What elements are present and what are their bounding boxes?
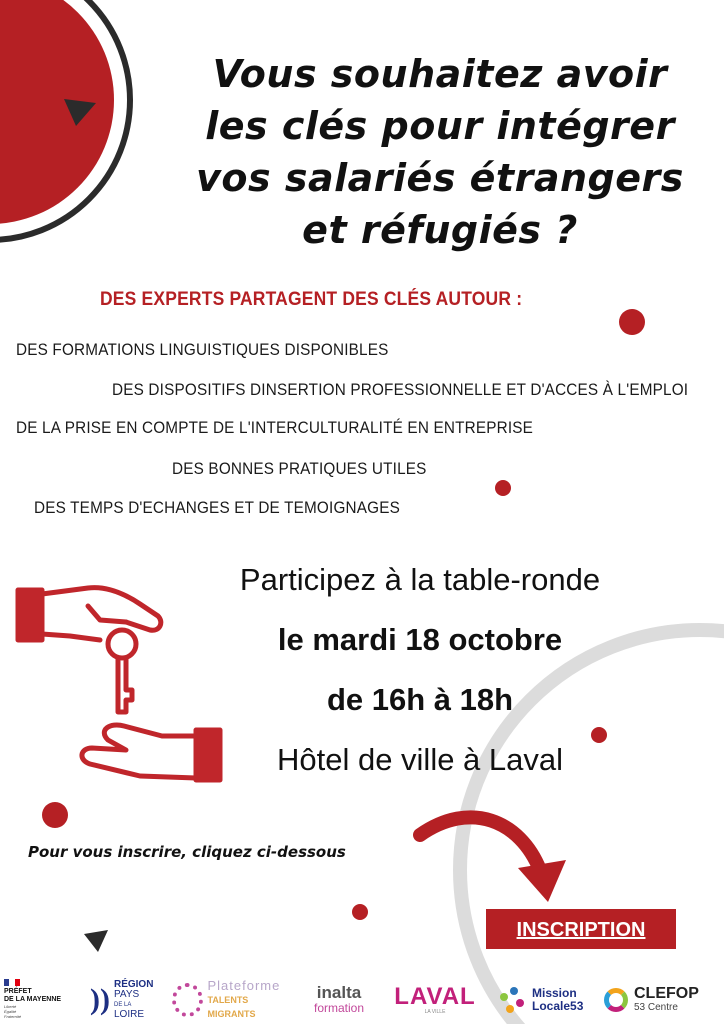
triangle-icon [84, 930, 108, 952]
curved-arrow-icon [420, 817, 566, 902]
french-flag-icon [4, 979, 20, 986]
partner-logos [0, 975, 724, 1024]
experts-subtitle: DES EXPERTS PARTAGENT DES CLÉS AUTOUR : [100, 289, 523, 310]
headline-line: vos salariés étrangers [196, 156, 684, 200]
mission-line: Locale53 [532, 998, 584, 1013]
red-dot [619, 309, 645, 335]
red-dot [591, 727, 607, 743]
inalta-sub: formation [313, 1001, 365, 1015]
event-date: le mardi 18 octobre [277, 622, 563, 657]
logo-prefet-mayenne [4, 975, 64, 1028]
red-dot [42, 802, 68, 828]
plateforme-title: Plateforme [207, 977, 281, 993]
mission-line: Mission [532, 985, 577, 1000]
logo-clefop [604, 975, 720, 1024]
mission-locale-mark-icon [498, 985, 528, 1015]
logo-region-pays-de-la-loire [90, 975, 162, 1024]
topic-item: DE LA PRISE EN COMPTE DE L'INTERCULTURALITÉ EN ENTREPRISE [16, 418, 534, 437]
logo-inalta-formation [296, 975, 382, 1024]
topic-item: DES FORMATIONS LINGUISTIQUES DISPONIBLES [16, 340, 389, 359]
logo-plateforme-talents-migrants [172, 975, 290, 1024]
event-invitation: Participez à la table-ronde [239, 562, 601, 597]
prefet-motto: Égalité [4, 1009, 17, 1014]
region-line: DE LA [113, 1001, 132, 1008]
topic-item: DES DISPOSITIFS DINSERTION PROFESSIONNELLE ET D'ACCES À L'EMPLOI [112, 380, 689, 399]
people-circle-icon [172, 983, 203, 1017]
region-line: RÉGION [113, 978, 154, 990]
logo-mission-locale-53 [498, 975, 594, 1024]
inscription-button[interactable]: INSCRIPTION [486, 909, 676, 949]
plateforme-subtitle: TALENTS MIGRANTS [207, 994, 256, 1019]
prefet-line: DE LA MAYENNE [4, 996, 62, 1003]
logo-laval [394, 975, 476, 1024]
clefop-sub: 53 Centre [634, 1002, 678, 1013]
inalta-name: inalta [316, 983, 362, 1002]
red-dot [352, 904, 368, 920]
headline-line: les clés pour intégrer [205, 104, 675, 148]
clefop-ring-icon [604, 988, 628, 1012]
topic-item: DES TEMPS D'ECHANGES ET DE TEMOIGNAGES [34, 498, 400, 517]
headline-line: et réfugiés ? [302, 208, 578, 252]
prefet-motto: Fraternité [4, 1014, 22, 1019]
headline-line: Vous souhaitez avoir [212, 52, 668, 96]
key-handover-icon [18, 588, 220, 780]
clefop-name: CLEFOP [634, 985, 699, 1002]
region-line: PAYS [113, 988, 140, 1000]
event-time: de 16h à 18h [326, 682, 514, 717]
laval-name: LAVAL [394, 982, 476, 1010]
topic-item: DES BONNES PRATIQUES UTILES [172, 459, 427, 478]
laval-sub: LA VILLE [424, 1008, 446, 1015]
event-place: Hôtel de ville à Laval [276, 742, 564, 777]
region-mark-icon: )) [90, 982, 110, 1016]
signup-instruction: Pour vous inscrire, cliquez ci-dessous [28, 843, 346, 861]
red-dot [495, 480, 511, 496]
headline [160, 48, 720, 256]
prefet-motto: Liberté [4, 1004, 17, 1009]
prefet-line: PRÉFET [4, 988, 32, 995]
region-line: LOIRE [113, 1008, 144, 1020]
